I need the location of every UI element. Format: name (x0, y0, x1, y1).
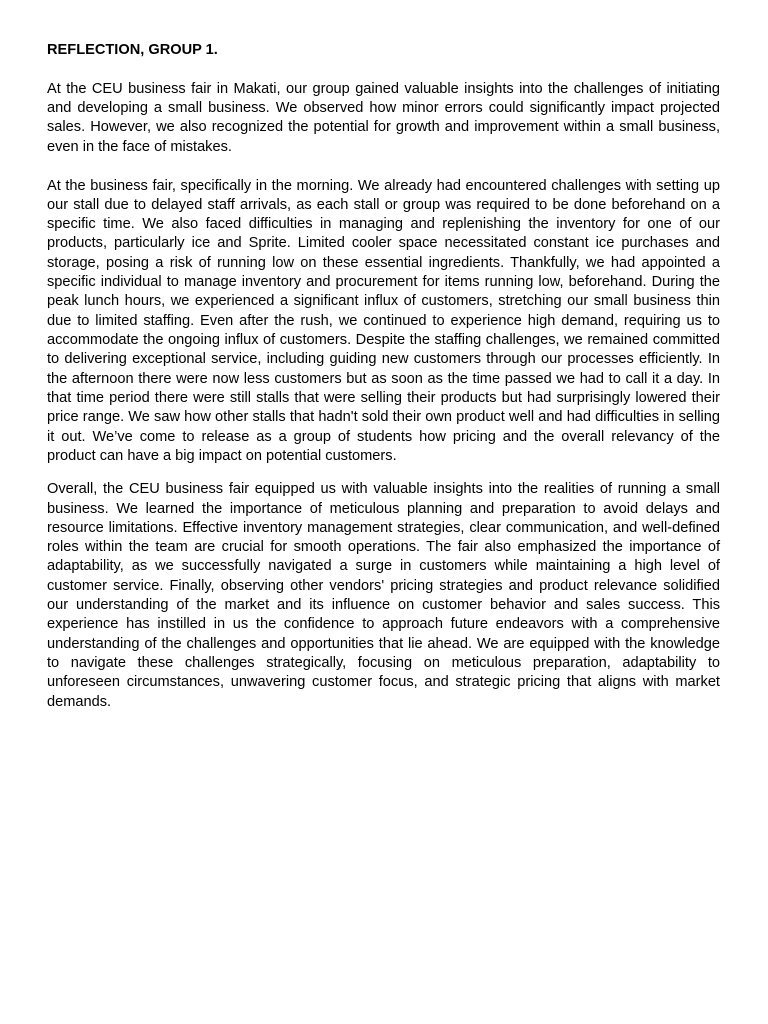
document-title: REFLECTION, GROUP 1. (47, 42, 218, 58)
paragraph-fair-day: At the business fair, specifically in the morning. We already had encountered challenges with setting up our stall due to delayed staff arrivals, as each stall or group was required to be done beforehand on a specific time. We also faced difficulties in managing and replenishing the inventory for one of our products, particularly ice and Sprite. Limited cooler space necessitated constant ice purchases and storage, posing a risk of running low on these essential ingredients. Thankfully, we had appointed a specific individual to manage inventory and procurement for items running low, beforehand. During the peak lunch hours, we experienced a significant influx of customers, stretching our small business thin due to limited staffing. Even after the rush, we continued to experience high demand, requiring us to accommodate the ongoing influx of customers. Despite the staffing challenges, we remained committed to delivering exceptional service, including guiding new customers through our processes efficiently. In the afternoon there were now less customers but as soon as the time passed we had to call it a day. In that time period there were still stalls that were selling their products but had surprisingly lowered their price range. We saw how other stalls that hadn't sold their own product well and had difficulties in selling it out. We’ve come to release as a group of students how pricing and the overall relevancy of the product can have a big impact on potential customers. (47, 177, 720, 464)
paragraph-conclusion: Overall, the CEU business fair equipped us with valuable insights into the realities of running a small business. We learned the importance of meticulous planning and preparation to avoid delays and resource limitations. Effective inventory management strategies, clear communication, and well-defined roles within the team are crucial for smooth operations. The fair also emphasized the importance of adaptability, as we successfully navigated a surge in customers while maintaining a high level of customer service. Finally, observing other vendors' pricing strategies and product relevance solidified our understanding of the market and its influence on customer behavior and sales success. This experience has instilled in us the confidence to approach future endeavors with a comprehensive understanding of the challenges and opportunities that lie ahead. We are equipped with the knowledge to navigate these challenges strategically, focusing on meticulous preparation, adaptability to unforeseen circumstances, unwavering customer focus, and strategic pricing that aligns with market demands. (47, 481, 720, 710)
paragraph-intro: At the CEU business fair in Makati, our group gained valuable insights into the challenges of initiating and developing a small business. We observed how minor errors could significantly impact projected sales. However, we also recognized the potential for growth and improvement within a small business, even in the face of mistakes. (47, 80, 720, 155)
